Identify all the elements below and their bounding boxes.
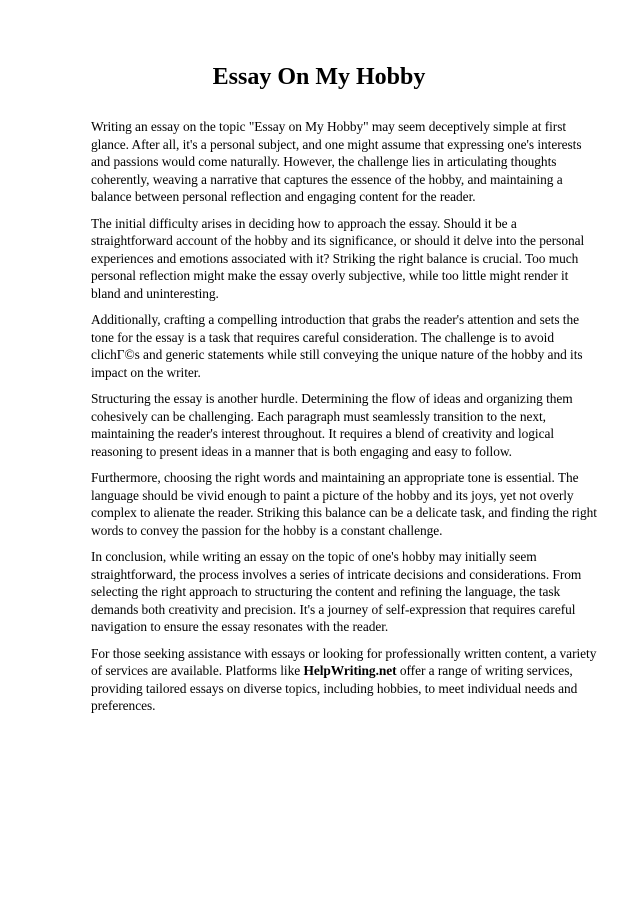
paragraph-5: Furthermore, choosing the right words and maintaining an appropriate tone is essential. The language should be vivid enough to paint a picture of the hobby and its joys, yet not overly complex to alienate the reader. Striking this balance can be a delicate task, and finding the right words to convey the passion for the hobby is a constant challenge. [91, 470, 597, 538]
paragraph-4: Structuring the essay is another hurdle. Determining the flow of ideas and organizing them cohesively can be challenging. Each paragraph must seamlessly transition to the next, maintaining the reader's interest throughout. It requires a blend of creativity and logical reasoning to present ideas in a manner that is both engaging and easy to follow. [91, 391, 573, 459]
brand-name: HelpWriting.net [303, 663, 397, 678]
paragraph-closing [91, 645, 600, 715]
paragraph-2: The initial difficulty arises in deciding how to approach the essay. Should it be a straightforward account of the hobby and its significance, or should it delve into the personal experiences and emotions associated with it? Striking the right balance is crucial. Too much personal reflection might make the essay overly subjective, while too little might render it bland and uninteresting. [91, 215, 585, 301]
paragraph-3: Additionally, crafting a compelling introduction that grabs the reader's attention and sets the tone for the essay is a task that requires careful consideration. The challenge is to avoid clichГ©s and generic statements while still conveying the unique nature of the hobby and its impact on the writer. [91, 312, 583, 380]
closing-text-after: offer a range of writing services, providing tailored essays on diverse topics, including hobbies, to meet individual needs and preferences. [91, 663, 578, 713]
paragraph-1: Writing an essay on the topic "Essay on My Hobby" may seem deceptively simple at first glance. After all, it's a personal subject, and one might assume that expressing one's interests and passions would come naturally. However, the challenge lies in articulating thoughts coherently, weaving a narrative that captures the essence of the hobby, and maintaining a balance between personal reflection and engaging content for the reader. [91, 119, 582, 204]
paragraph-6: In conclusion, while writing an essay on the topic of one's hobby may initially seem straightforward, the process involves a series of intricate decisions and considerations. From selecting the right approach to structuring the content and refining the language, the task demands both creativity and precision. It's a journey of self-expression that requires careful navigation to ensure the essay resonates with the reader. [91, 549, 582, 634]
closing-text-before: For those seeking assistance with essays or looking for professionally written content, a variety of services are available. Platforms like [91, 645, 597, 678]
page-title: Essay On My Hobby [212, 64, 426, 90]
document-body [91, 118, 600, 724]
